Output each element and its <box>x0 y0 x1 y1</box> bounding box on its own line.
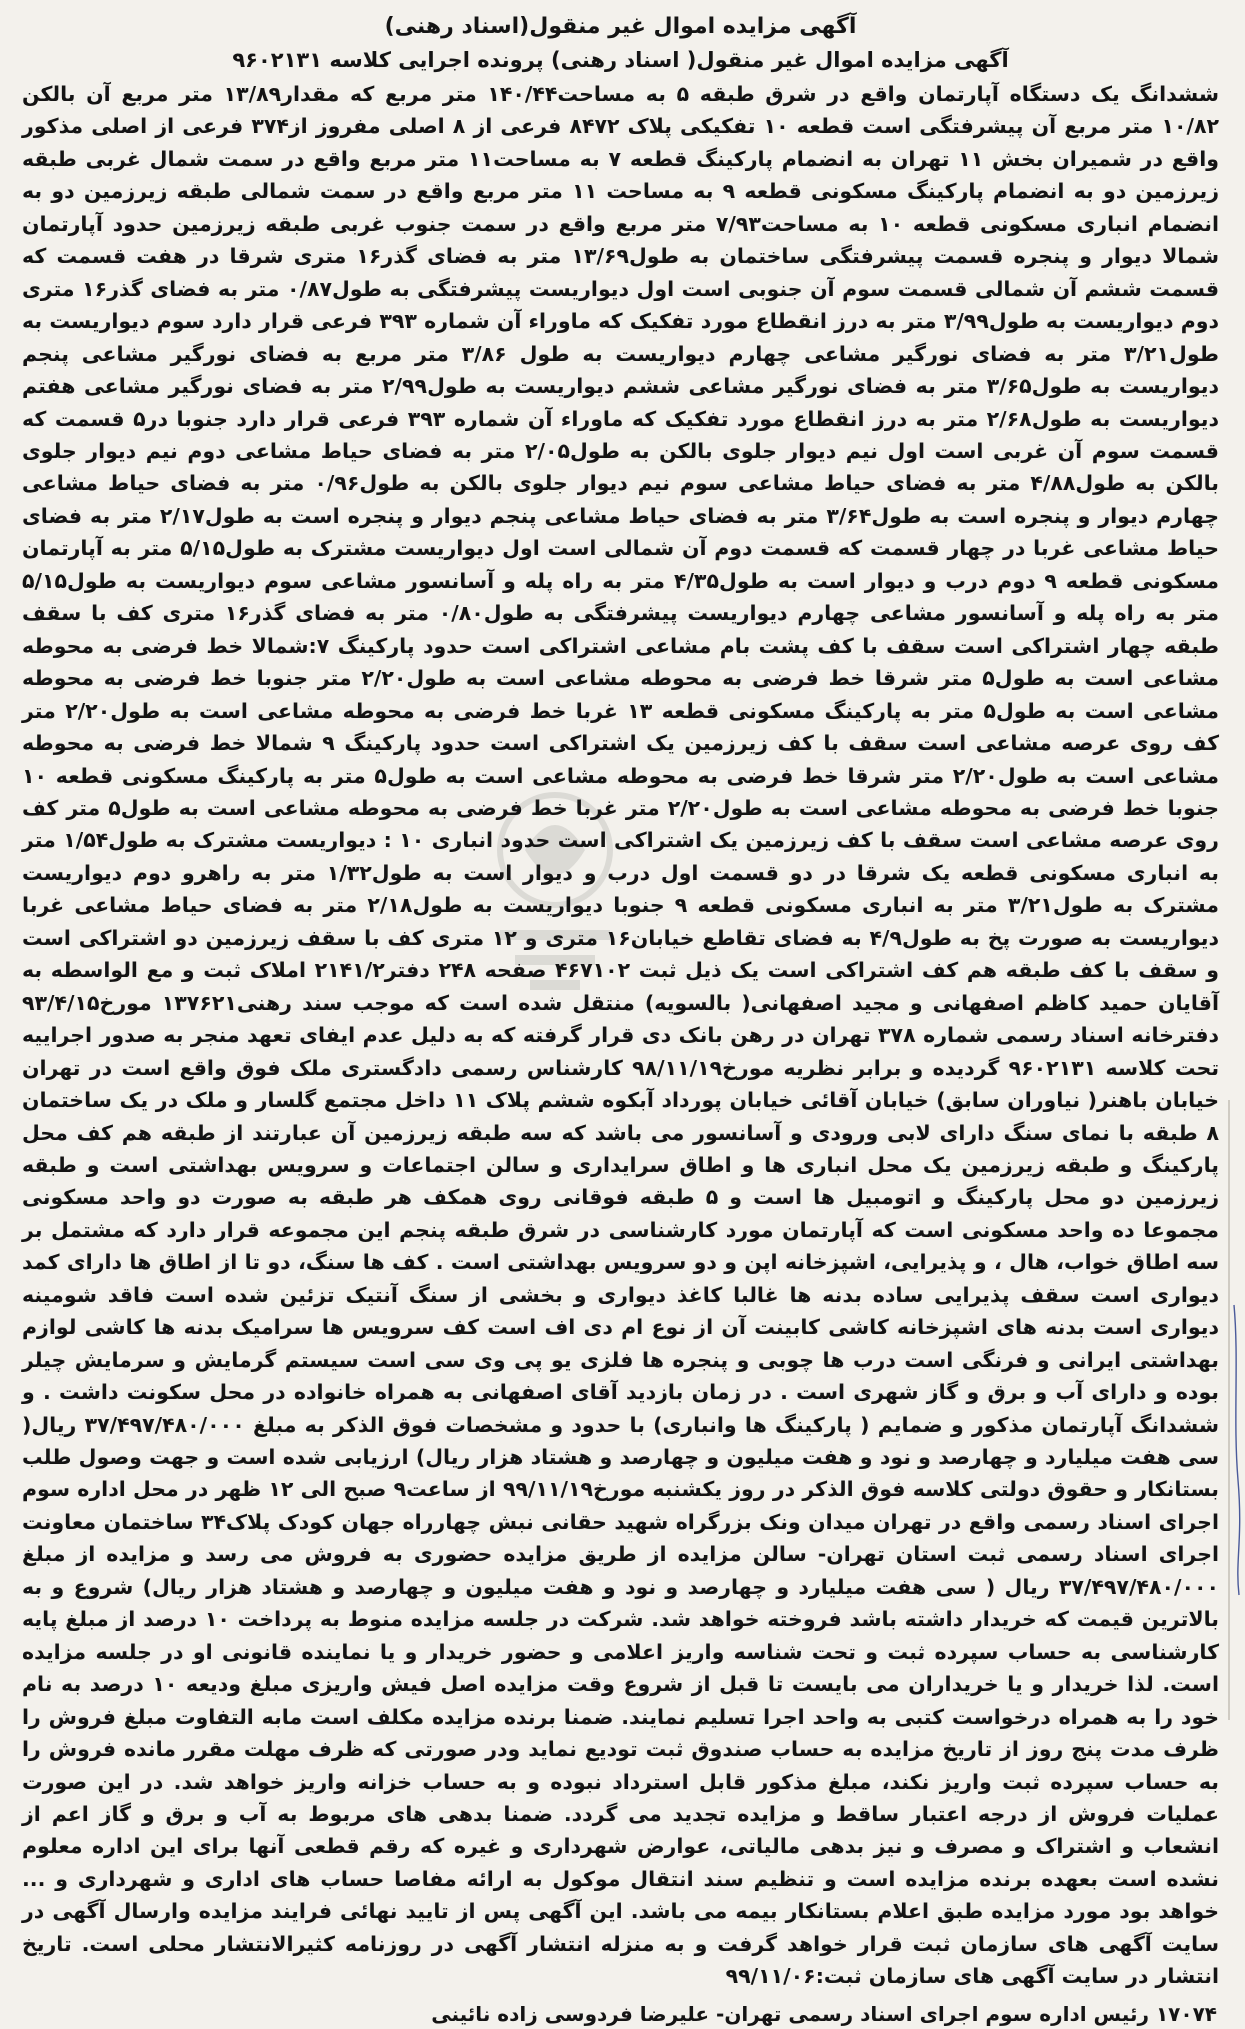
notice-subtitle: آگهی مزایده اموال غیر منقول( اسناد رهنی) پرونده اجرایی کلاسه ۹۶۰۲۱۳۱ <box>232 48 1009 72</box>
notice-signature: ۱۷۰۷۴ رئیس اداره سوم اجرای اسناد رسمی تهران- علیرضا فردوسی زاده نائینی <box>431 2001 1217 2026</box>
auction-notice <box>18 10 1223 2026</box>
notice-body: ششدانگ یک دستگاه آپارتمان واقع در شرق طبقه ۵ به مساحت۱۴۰/۴۴ متر مربع که مقدار۱۳/۸۹ متر مربع آن بالکن ۱۰/۸۲ متر مربع آن پیشرفتگی است قطعه ۱۰ تفکیکی پلاک ۸۴۷۲ فرعی از ۸ اصلی مفروز از۳۷۴ فرعی از اصلی مذکور واقع در شمیران بخش ۱۱ تهران به انضمام پارکینگ قطعه ۷ به مساحت۱۱ متر مربع واقع در سمت شمال غربی طبقه زیرزمین دو به انضمام پارکینگ مسکونی قطعه ۹ به مساحت ۱۱ متر مربع واقع در سمت شمالی طبقه زیرزمین دو به انضمام انباری مسکونی قطعه ۱۰ به مساحت۷/۹۳ متر مربع واقع در سمت جنوب غربی طبقه زیرزمین حدود آپارتمان شمالا دیوار و پنجره قسمت پیشرفتگی ساختمان به طول۱۳/۶۹ متر به فضای گذر۱۶ متری شرقا در هفت قسمت که قسمت ششم آن شمالی قسمت سوم آن جنوبی است اول دیواریست پیشرفتگی به طول۰/۸۷ متر به فضای گذر۱۶ متری دوم دیواریست به طول۳/۹۹ متر به درز انقطاع مورد تفکیک که ماوراء آن شماره ۳۹۳ فرعی قرار دارد سوم دیواریست به طول۳/۲۱ متر به فضای نورگیر مشاعی چهارم دیواریست به طول ۳/۸۶ متر مربع به فضای نورگیر مشاعی پنجم دیواریست به طول۳/۶۵ متر به فضای نورگیر مشاعی ششم دیواریست به طول۲/۹۹ متر به فضای نورگیر مشاعی هفتم دیواریست به طول۲/۶۸ متر به درز انقطاع مورد تفکیک که ماوراء آن شماره ۳۹۳ فرعی قرار دارد جنوبا در۵ قسمت که قسمت سوم آن غربی است اول نیم دیوار جلوی بالکن به طول۲/۰۵ متر به فضای حیاط مشاعی دوم نیم دیوار جلوی بالکن به طول۴/۸۸ متر به فضای حیاط مشاعی سوم نیم دیوار جلوی بالکن به طول۰/۹۶ متر به فضای حیاط مشاعی چهارم دیوار و پنجره است به طول۳/۶۴ متر به فضای حیاط مشاعی پنجم دیوار و پنجره است به طول۲/۱۷ متر به فضای حیاط مشاعی غربا در چهار قسمت که قسمت دوم آن شمالی است اول دیواریست مشترک به طول۵/۱۵ متر به آپارتمان مسکونی قطعه ۹ دوم درب و دیوار است به طول۴/۳۵ متر به راه پله و آسانسور مشاعی سوم دیواریست به طول۵/۱۵ متر به راه پله و آسانسور مشاعی چهارم دیواریست پیشرفتگی به طول۰/۸۰ متر به فضای گذر۱۶ متری کف با سقف طبقه چهار اشتراکی است سقف با کف پشت بام مشاعی اشتراکی است حدود پارکینگ ۷:شمالا خط فرضی به محوطه مشاعی است به طول۵ متر شرقا خط فرضی به محوطه مشاعی است به طول۲/۲۰ متر جنوبا خط فرضی به محوطه مشاعی است به طول۵ متر به پارکینگ مسکونی قطعه ۱۳ غربا خط فرضی به محوطه مشاعی است به طول۲/۲۰ متر کف روی عرصه مشاعی است سقف با کف زیرزمین یک اشتراکی است حدود پارکینگ ۹ شمالا خط فرضی به محوطه مشاعی است به طول۲/۲۰ متر شرقا خط فرضی به محوطه مشاعی است به طول۵ متر به پارکینگ مسکونی قطعه ۱۰ جنوبا خط فرضی به محوطه مشاعی است به طول۲/۲۰ متر غربا خط فرضی به محوطه مشاعی است به طول۵ متر کف روی عرصه مشاعی است سقف با کف زیرزمین یک اشتراکی است حدود انباری ۱۰ : دیواریست مشترک به طول۱/۵۴ متر به انباری مسکونی قطعه یک شرقا در دو قسمت اول درب و دیوار است به طول۱/۳۲ متر به راهرو دوم دیواریست مشترک به طول۳/۲۱ متر به انباری مسکونی قطعه ۹ جنوبا دیواریست به طول۲/۱۸ متر به فضای حیاط مشاعی غربا دیواریست به صورت پخ به طول۴/۹ به فضای تقاطع خیابان۱۶ متری و ۱۲ متری کف با سقف زیرزمین دو اشتراکی است و سقف با کف طبقه هم کف اشتراکی است یک ذیل ثبت ۴۶۷۱۰۲ صفحه ۲۴۸ دفتر۲۱۴۱/۲ املاک ثبت و مع الواسطه به آقایان حمید کاظم اصفهانی و مجید اصفهانی( بالسویه) منتقل شده است که موجب سند رهنی۱۳۷۶۲۱ مورخ۹۳/۴/۱۵ دفترخانه اسناد رسمی شماره ۳۷۸ تهران در رهن بانک دی قرار گرفته که به دلیل عدم ایفای تعهد منجر به صدور اجراییه تحت کلاسه ۹۶۰۲۱۳۱ گردیده و برابر نظریه مورخ۹۸/۱۱/۱۹ کارشناس رسمی دادگستری ملک فوق واقع است در تهران خیابان باهنر( نیاوران سابق) خیابان آقائی خیابان پورداد آبکوه ششم پلاک ۱۱ داخل مجتمع گلسار و ملک در یک ساختمان ۸ طبقه با نمای سنگ دارای لابی ورودی و آسانسور می باشد که سه طبقه زیرزمین آن عبارتند از طبقه هم کف محل پارکینگ و طبقه زیرزمین یک محل انباری ها و اطاق سرایداری و سالن اجتماعات و سرویس بهداشتی است و طبقه زیرزمین دو محل پارکینگ و اتومبیل ها است و ۵ طبقه فوقانی روی همکف هر طبقه به صورت دو واحد مسکونی مجموعا ده واحد مسکونی است که آپارتمان مورد کارشناسی در شرق طبقه پنجم این مجموعه قرار دارد که مشتمل بر سه اطاق خواب، هال ، و پذیرایی، اشپزخانه اپن و دو سرویس بهداشتی است . کف ها سنگ، دو تا از اطاق ها دارای کمد دیواری است سقف پذیرایی ساده بدنه ها غالبا کاغذ دیواری و بخشی از سنگ آنتیک تزئین شده است فاقد شومینه دیواری است بدنه های اشپزخانه کاشی کابینت آن از نوع ام دی اف است کف سرویس ها سرامیک بدنه ها کاشی لوازم بهداشتی ایرانی و فرنگی است درب ها چوبی و پنجره ها فلزی یو پی وی سی است سیستم گرمایش و سرمایش چیلر بوده و دارای آب و برق و گاز شهری است . در زمان بازدید آقای اصفهانی به همراه خانواده در محل سکونت داشت . و ششدانگ آپارتمان مذکور و ضمایم ( پارکینگ ها وانباری) با حدود و مشخصات فوق الذکر به مبلغ ۳۷/۴۹۷/۴۸۰/۰۰۰ ریال( سی هفت میلیارد و چهارصد و نود و هفت میلیون و چهارصد و هشتاد هزار ریال) ارزیابی شده است و جهت وصول طلب بستانکار و حقوق دولتی کلاسه فوق الذکر در روز یکشنبه مورخ۹۹/۱۱/۱۹ از ساعت۹ صبح الی ۱۲ ظهر در محل اداره سوم اجرای اسناد رسمی واقع در تهران میدان ونک بزرگراه شهید حقانی نبش چهارراه جهان کودک پلاک۳۴ ساختمان معاونت اجرای اسناد رسمی ثبت استان تهران- سالن مزایده از طریق مزایده حضوری به فروش می رسد و مزایده از مبلغ ۳۷/۴۹۷/۴۸۰/۰۰۰ ریال ( سی هفت میلیارد و چهارصد و نود و هفت میلیون و چهارصد و هشتاد هزار ریال) شروع و به بالاترین قیمت که خریدار داشته باشد فروخته خواهد شد. شرکت در جلسه مزایده منوط به پرداخت ۱۰ درصد از مبلغ پایه کارشناسی به حساب سپرده ثبت و تحت شناسه واریز اعلامی و حضور خریدار و یا نماینده قانونی او در جلسه مزایده است. لذا خریدار و یا خریداران می بایست تا قبل از شروع وقت مزایده اصل فیش واریزی مبلغ ودیعه ۱۰ درصد به نام خود را به همراه درخواست کتبی به واحد اجرا تسلیم نمایند. ضمنا برنده مزایده مکلف است مابه التفاوت مبلغ فروش را ظرف مدت پنج روز از تاریخ مزایده به حساب صندوق ثبت تودیع نماید ودر صورتی که ظرف مهلت مقرر مانده فروش را به حساب سپرده ثبت واریز نکند، مبلغ مذکور قابل استرداد نبوده و به حساب خزانه واریز خواهد شد. در این صورت عملیات فروش از درجه اعتبار ساقط و مزایده تجدید می گردد. ضمنا بدهی های مربوط به آب و برق و گاز اعم از انشعاب و اشتراک و مصرف و نیز بدهی مالیاتی، عوارض شهرداری و غیره که رقم قطعی آنها برای این اداره معلوم نشده است بعهده برنده مزایده است و تنظیم سند انتقال موکول به ارائه مفاصا حساب های اداری و شهرداری و ... خواهد بود مورد مزایده طبق اعلام بستانکار بیمه می باشد. این آگهی پس از تایید نهائی فرایند مزایده وارسال آگهی در سایت آگهی های سازمان ثبت قرار خواهد گرفت و به منزله انتشار آگهی در روزنامه کثیرالانتشار محلی است. تاریخ انتشار در سایت آگهی های سازمان ثبت:۹۹/۱۱/۰۶ <box>22 82 1220 1989</box>
notice-title: آگهی مزایده اموال غیر منقول(اسناد رهنی) <box>384 14 857 39</box>
margin-pen-mark <box>1232 1300 1242 1600</box>
notice-header <box>18 10 1223 76</box>
margin-fold-line <box>1228 1100 1230 1720</box>
